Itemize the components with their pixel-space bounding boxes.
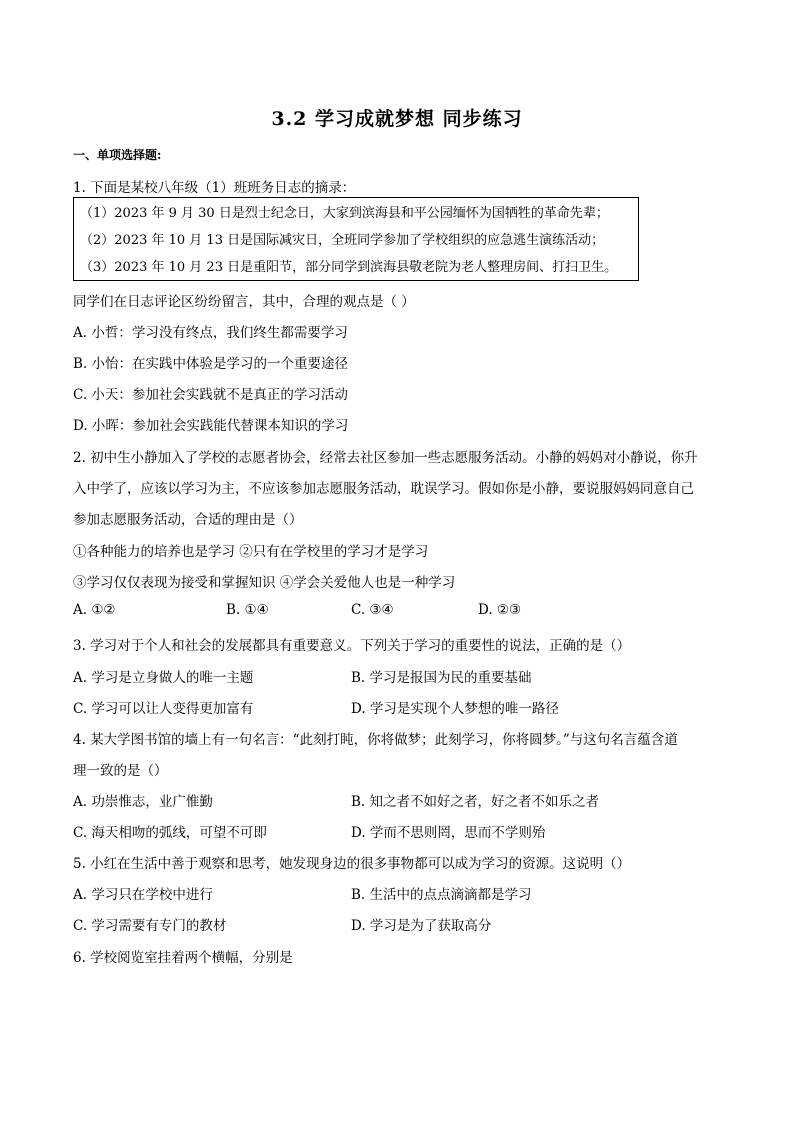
question-1-option-d: D. 小晖：参加社会实践能代替课本知识的学习 xyxy=(73,418,349,434)
diary-excerpt-box xyxy=(73,197,639,281)
question-2-option-a: A. ①② xyxy=(73,602,116,618)
question-5-option-a: A. 学习只在学校中进行 xyxy=(73,887,213,903)
question-4-line-2: 理一致的是（） xyxy=(73,763,168,779)
question-5-option-c: C. 学习需要有专门的教材 xyxy=(73,918,227,934)
question-3-option-d: D. 学习是实现个人梦想的唯一路径 xyxy=(351,701,559,717)
question-2-option-b: B. ①④ xyxy=(226,602,269,618)
question-2-line-3: 参加志愿服务活动，合适的理由是（） xyxy=(73,512,303,528)
question-2-option-d: D. ②③ xyxy=(478,602,522,618)
question-5-option-b: B. 生活中的点点滴滴都是学习 xyxy=(351,887,532,903)
question-4-option-d: D. 学而不思则罔，思而不学则殆 xyxy=(351,825,546,841)
question-5-option-d: D. 学习是为了获取高分 xyxy=(351,918,492,934)
question-1-prompt: 同学们在日志评论区纷纷留言，其中，合理的观点是（ ） xyxy=(73,294,415,310)
diary-entry-3: （3）2023 年 10 月 23 日是重阳节，部分同学到滨海县敬老院为老人整理房间、打扫卫生。 xyxy=(80,260,618,275)
question-3-stem: 3. 学习对于个人和社会的发展都具有重要意义。下列关于学习的重要性的说法，正确的是（） xyxy=(73,638,631,654)
diary-entry-1: （1）2023 年 9 月 30 日是烈士纪念日，大家到滨海县和平公园缅怀为国牺牲的革命先辈； xyxy=(80,206,609,221)
question-1-option-a: A. 小哲：学习没有终点，我们终生都需要学习 xyxy=(73,325,348,341)
section-heading: 一、单项选择题: xyxy=(73,148,162,162)
question-4-option-b: B. 知之者不如好之者，好之者不如乐之者 xyxy=(351,794,600,810)
question-2-line-1: 2. 初中生小静加入了学校的志愿者协会，经常去社区参加一些志愿服务活动。小静的妈妈对小静说，你升 xyxy=(73,450,698,466)
diary-entry-2: （2）2023 年 10 月 13 日是国际减灾日，全班同学参加了学校组织的应急逃生演练活动； xyxy=(80,233,605,248)
page-title: 3.2 学习成就梦想 同步练习 xyxy=(271,108,523,130)
question-4-option-c: C. 海天相吻的弧线，可望不可即 xyxy=(73,825,267,841)
question-1-option-b: B. 小怡：在实践中体验是学习的一个重要途径 xyxy=(73,356,349,372)
question-3-option-c: C. 学习可以让人变得更加富有 xyxy=(73,701,254,717)
question-5-stem: 5. 小红在生活中善于观察和思考，她发现身边的很多事物都可以成为学习的资源。这说明（） xyxy=(73,856,631,872)
question-4-option-a: A. 功崇惟志，业广惟勤 xyxy=(73,794,213,810)
question-2-line-2: 入中学了，应该以学习为主，不应该参加志愿服务活动，耽误学习。假如你是小静，要说服妈妈同意自己 xyxy=(73,481,694,497)
question-6-stem: 6. 学校阅览室挂着两个横幅，分别是 xyxy=(73,950,293,966)
question-3-option-b: B. 学习是报国为民的重要基础 xyxy=(351,670,532,686)
question-2-option-c: C. ③④ xyxy=(351,602,394,618)
question-2-statement-line-1: ①各种能力的培养也是学习 ②只有在学校里的学习才是学习 xyxy=(73,544,429,560)
question-4-line-1: 4. 某大学图书馆的墙上有一句名言：“此刻打盹，你将做梦；此刻学习，你将圆梦。”与这句名言蕴含道 xyxy=(73,732,678,748)
question-1-stem: 1. 下面是某校八年级（1）班班务日志的摘录： xyxy=(73,180,356,196)
question-2-statement-line-2: ③学习仅仅表现为接受和掌握知识 ④学会关爱他人也是一种学习 xyxy=(73,575,456,591)
question-3-option-a: A. 学习是立身做人的唯一主题 xyxy=(73,670,254,686)
question-1-option-c: C. 小天：参加社会实践就不是真正的学习活动 xyxy=(73,387,348,403)
